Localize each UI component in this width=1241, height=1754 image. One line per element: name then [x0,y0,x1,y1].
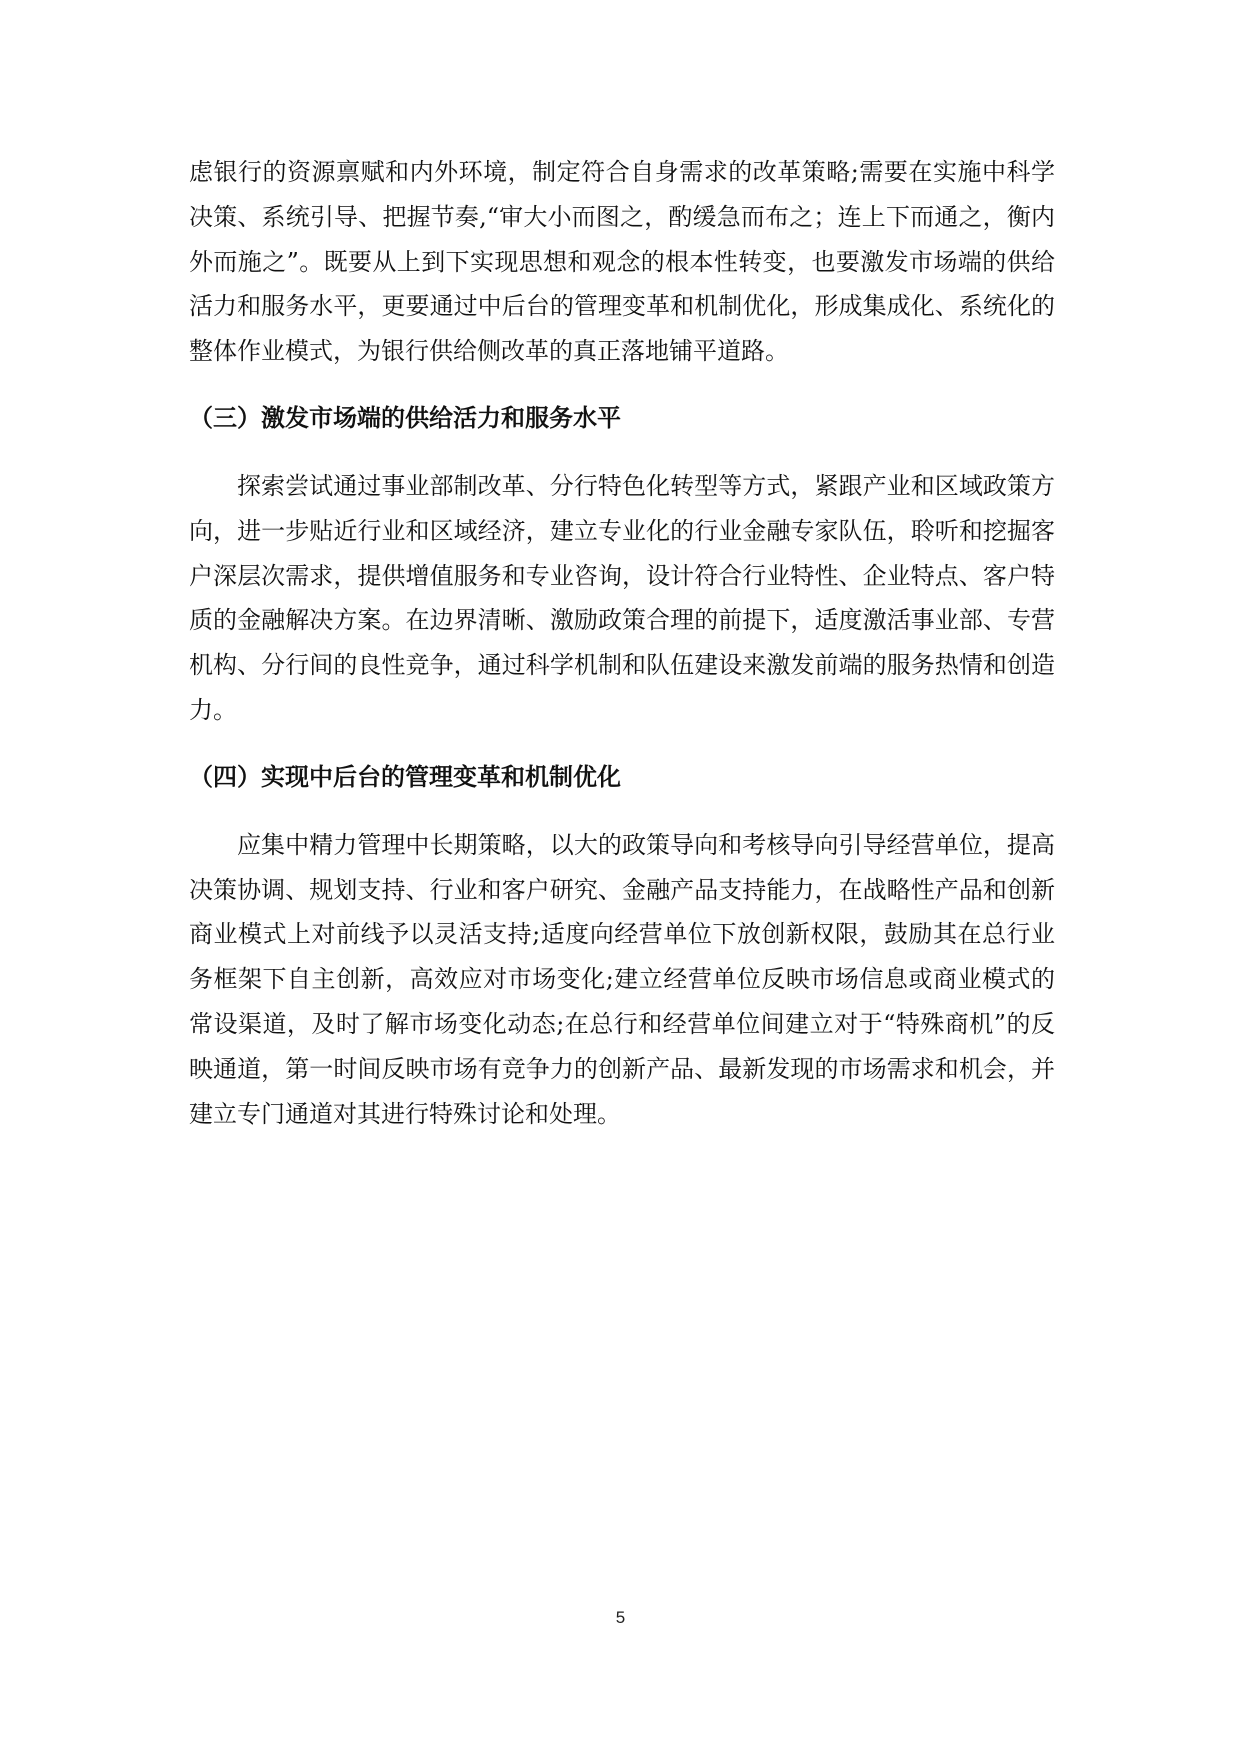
section-four-paragraph: 应集中精力管理中长期策略，以大的政策导向和考核导向引导经营单位，提高决策协调、规划支持、行业和客户研究、金融产品支持能力，在战略性产品和创新商业模式上对前线予以灵活支持;适度向经营单位下放创新权限，鼓励其在总行业务框架下自主创新，高效应对市场变化;建立经营单位反映市场信息或商业模式的常设渠道，及时了解市场变化动态;在总行和经营单位间建立对于“特殊商机”的反映通道，第一时间反映市场有竞争力的创新产品、最新发现的市场需求和机会，并建立专门通道对其进行特殊讨论和处理。 [189,830,1055,1128]
page-number: 5 [615,1608,626,1627]
section-three-paragraph: 探索尝试通过事业部制改革、分行特色化转型等方式，紧跟产业和区域政策方向，进一步贴近行业和区域经济，建立专业化的行业金融专家队伍，聆听和挖掘客户深层次需求，提供增值服务和专业咨询，设计符合行业特性、企业特点、客户特质的金融解决方案。在边界清晰、激励政策合理的前提下，适度激活事业部、专营机构、分行间的良性竞争，通过科学机制和队伍建设来激发前端的服务热情和创造力。 [189,471,1055,724]
continuation-paragraph: 虑银行的资源禀赋和内外环境，制定符合自身需求的改革策略;需要在实施中科学决策、系统引导、把握节奏,“审大小而图之，酌缓急而布之；连上下而通之，衡内外而施之”。既要从上到下实现思想和观念的根本性转变，也要激发市场端的供给活力和服务水平，更要通过中后台的管理变革和机制优化，形成集成化、系统化的整体作业模式，为银行供给侧改革的真正落地铺平道路。 [189,158,1055,366]
section-three-heading: （三）激发市场端的供给活力和服务水平 [189,403,621,432]
section-four-heading: （四）实现中后台的管理变革和机制优化 [189,762,621,791]
page-body [189,150,1055,1136]
